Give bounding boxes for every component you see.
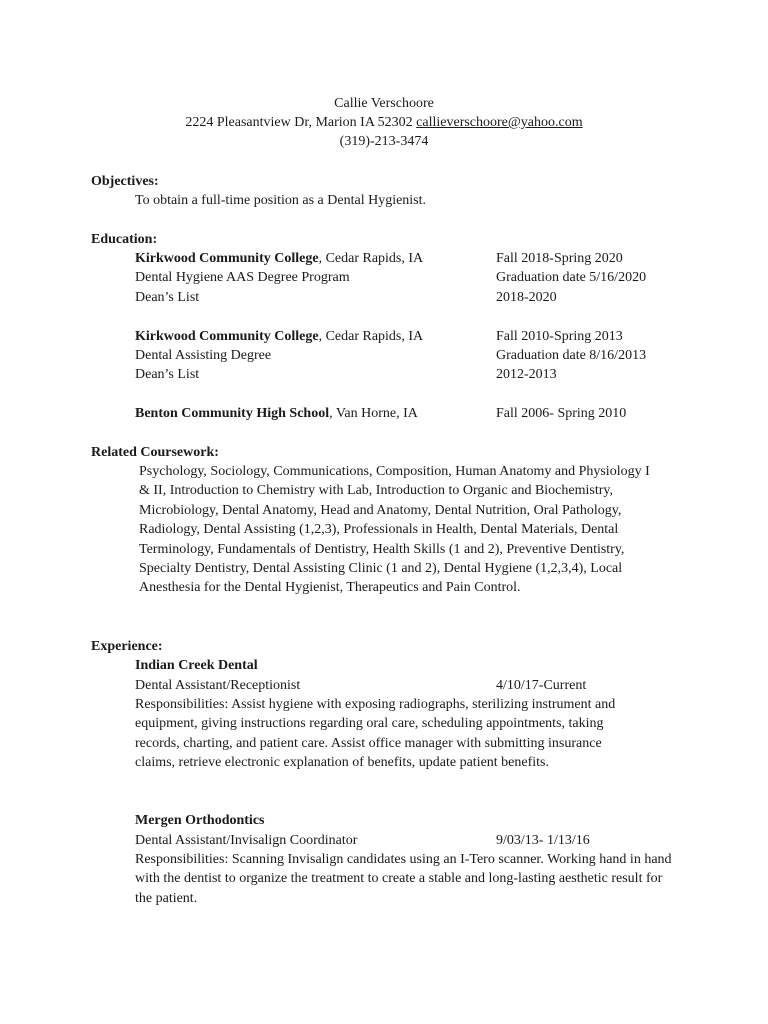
honor: Dean’s List xyxy=(135,367,200,382)
job-dates: 4/10/17-Current xyxy=(496,678,587,693)
education-dates: Fall 2006- Spring 2010 xyxy=(496,406,627,421)
school-name: Kirkwood Community College xyxy=(135,329,319,344)
education-heading: Education: xyxy=(91,232,158,247)
coursework-heading: Related Coursework: xyxy=(91,445,219,460)
job-dates: 9/03/13- 1/13/16 xyxy=(496,833,590,848)
graduation-date: Graduation date 5/16/2020 xyxy=(496,270,647,285)
objectives-heading: Objectives: xyxy=(91,174,159,189)
school-location: , Van Horne, IA xyxy=(329,406,418,421)
job-responsibilities: Responsibilities: Assist hygiene with exposing radiographs, sterilizing instrument and equipment, giving instructions regarding oral care, scheduling appointments, taking records, charting, and patient care. Assist office manager with submitting insurance claims, retrieve electronic explanation of benefits, update patient benefits. xyxy=(135,697,616,771)
coursework-text: Psychology, Sociology, Communications, Composition, Human Anatomy and Physiology I & II, Introduction to Chemistry with Lab, Introduction to Organic and Biochemistry, Microbiology, Dental Anatomy, Head and Anatomy, Dental Nutrition, Oral Pathology, Radiology, Dental Assisting (1,2,3), Professionals in Health, Dental Materials, Dental Terminology, Fundamentals of Dentistry, Health Skills (1 and 2), Preventive Dentistry, Specialty Dentistry, Dental Assisting Clinic (1 and 2), Dental Hygiene (1,2,3,4), Local Anesthesia for the Dental Hygienist, Therapeutics and Pain Control. xyxy=(139,464,650,596)
school-location: , Cedar Rapids, IA xyxy=(318,251,424,266)
job-responsibilities: Responsibilities: Scanning Invisalign candidates using an I-Tero scanner. Working hand in hand with the dentist to organize the treatment to create a stable and long-lasting aesthetic result for the patient. xyxy=(135,852,672,906)
school-name: Benton Community High School xyxy=(135,406,330,421)
education-dates: Fall 2010-Spring 2013 xyxy=(496,329,623,344)
experience-heading: Experience: xyxy=(91,639,163,654)
education-program: Dental Hygiene AAS Degree Program xyxy=(135,270,350,285)
honor: Dean’s List xyxy=(135,290,200,305)
education-school xyxy=(135,249,423,268)
education-program: Dental Assisting Degree xyxy=(135,348,272,363)
job-title: Dental Assistant/Invisalign Coordinator xyxy=(135,833,358,848)
education-school xyxy=(135,327,423,346)
contact-line xyxy=(0,113,768,132)
candidate-name: Callie Verschoore xyxy=(334,96,434,111)
honor-years: 2012-2013 xyxy=(496,367,557,382)
graduation-date: Graduation date 8/16/2013 xyxy=(496,348,647,363)
employer-name: Mergen Orthodontics xyxy=(135,813,265,828)
honor-years: 2018-2020 xyxy=(496,290,557,305)
school-name: Kirkwood Community College xyxy=(135,251,319,266)
education-school xyxy=(135,404,418,423)
objectives-text: To obtain a full-time position as a Dental Hygienist. xyxy=(135,193,427,208)
phone: (319)-213-3474 xyxy=(339,134,429,149)
email-link[interactable]: callieverschoore@yahoo.com xyxy=(416,115,583,130)
employer-name: Indian Creek Dental xyxy=(135,658,258,673)
education-dates: Fall 2018-Spring 2020 xyxy=(496,251,623,266)
address: 2224 Pleasantview Dr, Marion IA 52302 xyxy=(185,115,413,130)
school-location: , Cedar Rapids, IA xyxy=(318,329,424,344)
job-title: Dental Assistant/Receptionist xyxy=(135,678,301,693)
